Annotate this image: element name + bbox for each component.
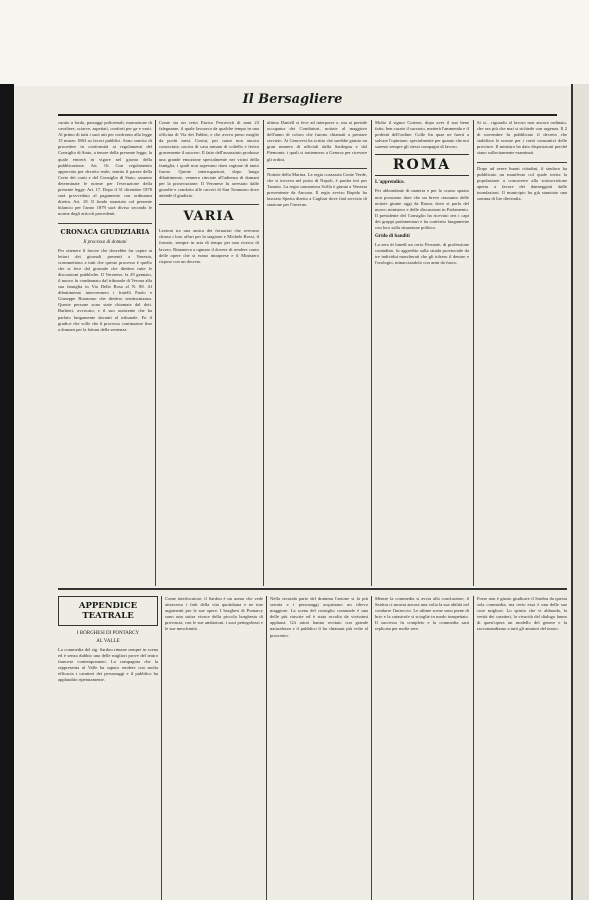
article-text: Notizie della Marina. La regia corazzata Conte Verde, che si trovava nel porto di Napoli, è partita ieri per Taranto. La regia cannoniera Scilla è giunta a Venezia proveniente da Ancona. Il regio avviso Rapido ha lasciato Spezia diretto a Cagliari dove farà servizio di stazione per l'inverno. xyxy=(267,171,367,208)
newspaper-page xyxy=(14,86,571,900)
column-4 xyxy=(375,120,469,586)
column-2 xyxy=(159,120,259,586)
article-text: Nella seconda parte del dramma l'azione si fa più serrata e i personaggi acquistano un rilievo maggiore. La scena del consiglio comunale è una delle più riuscite ed è stata accolta da vivissimi applausi. Gli attori hanno recitato con grande naturalezza e il pubblico li ha chiamati più volte al proscenio. xyxy=(270,596,368,638)
column-rule xyxy=(371,120,372,586)
article-text: Come sia un certo Enrico Ferrovich di anni 23 falegname, il quale lavorava da qualche tempo in una officina di Via dei Fabbri, e che aveva preso moglie da pochi mesi. Costui, per cause non ancora conosciute, usciva di casa armato di coltello e feriva gravemente il suocero. Il fatto dell'assassinio produsse una grande emozione specialmente nei vicini della famiglia, i quali non sapevano darsi ragione di tanto furore. Queste interrogazioni, dopo lungo dibattimento, vennero rinviate all'udienza di domani per la prosecuzione. Il Veronese fu arrestato dalle guardie e condotto alle carceri di San Tommaso dove attende il giudizio. xyxy=(159,120,259,199)
article-text: Forse non è giusto giudicare il Sardou da questa sola commedia, ma certo essa è una delle sue cose migliori. Lo spirito che vi abbonda, la verità dei caratteri, la vivacità del dialogo fanno di quest'opera un modello del genere e la raccomandiamo a tutti gli amatori del teatro. xyxy=(477,596,567,632)
article-text: ultimo Daniell si fece ad interporre e, ma ai preside occupatur dei Condiuturi, notizie al maggiore dell'anno di coloro che furono chiamati a prestare servizio. Ai Genovesi ha scritto che sarebbe giunto un gran numero di ufficiali dalla Sardegna e dal Piemonte, i quali si trattennero a Genova per ricevere gli ordini. xyxy=(267,120,367,162)
divider xyxy=(159,204,259,205)
page-header xyxy=(14,86,571,120)
section-title: CRONACA GIUDIZIARIA xyxy=(60,227,150,236)
column-3 xyxy=(267,120,367,586)
page-edge xyxy=(571,84,589,900)
article-text: Per ottenere il favore che dovrebbe far capire ai lettori dei giornali presenti a Venezia, scommettono a tutti che questo processo è quello che si fece dal giornale che diedero tutte le discussioni pubbliche. Il Veronese, la 29 gennaio, il nuovo fu condannato dal tribunale di Verona alla sua famiglia in Via Della Rosa al N. 88. Al dibattimento intervennero i fratelli Paolo e Giuseppe Buonomo che diedero testimonianza. Queste persone sono state chiamate dal dott. Barbieri, avvocato, e il suo assistente che ha parlato lungamente davanti al tribunale. Fu il giudice che volle che il processo continuasse fino a domani per la lettura della sentenza. xyxy=(58,247,152,332)
masthead: Il Bersagliere xyxy=(242,92,343,107)
section-title: ROMA xyxy=(375,154,469,176)
article-text: Si si... riguardo al lavoro non ancora ordinato, che ora più che mai si richiede con urgenza. Il 2 di novembre fu pubblicato il decreto che stabilisce le norme per i conti consuntivi delle province. Il ministro ha dato disposizioni perché siano sollecitamente esaminati. xyxy=(477,120,567,156)
binding-edge xyxy=(0,84,14,900)
column-1 xyxy=(58,120,152,586)
article-lead: L'apprendice. xyxy=(375,180,405,186)
header-rule xyxy=(58,114,557,116)
section-subtitle: Il processo di domani xyxy=(83,239,127,245)
article-text: curato a lordo, passaggi policemali, marrazione di cavaliere, sciarve, aspettati, conforti per ge e vasti. Al primo di tutti i suoi atti per confronto alla legge 15 marzo 1863 su lavori pubblici. Sono sancito di procedere in conformità ai regolamenti del Consiglio di Stato, a tenore della presente legge, la quale entrerà in vigore nel giorno della pubblicazione. Art. 16. Con regolamento approvato per decreto reale, sentito il parere della Corte dei conti e del Consiglio di Stato, saranno determinate le norme per l'esecuzione della presente legge. Art. 17. Dopo il 31 dicembre 1878 sarà provveduto al pagamento con ordinanza diretta. Art. 18. Il fondo stanziato col presente bilancio per l'anno 1879 sarà diviso secondo le norme degli articoli precedenti. xyxy=(58,120,152,217)
appendice-column-5 xyxy=(477,596,567,900)
article-text: Per abbondante di materia e per lo scarso spazio non possiamo dare che un breve riassunto delle notizie giunte oggi da Roma, dove si parla del nuovo ministero e delle discussioni in Parlamento. Il presidente del Consiglio ha ricevuto ieri i capi dei gruppi parlamentari e ha conferito lungamente con loro sulla situazione politica. xyxy=(375,188,469,231)
column-rule xyxy=(155,120,156,586)
article-text: La sera di lunedì un certo Ferrante, di professione contadino, fu aggredito sulla strada provinciale da tre individui mascherati che gli tolsero il denaro e l'orologio, minacciandolo con armi da fuoco. xyxy=(375,242,469,266)
appendice-subtitle: I BORGHESI DI PONTARCY xyxy=(76,631,140,636)
column-rule xyxy=(371,596,372,900)
article-text: Lezioni tra una amica dei fornaciai che avevano chiuso i loro affari per la stagione e Michele Rossi, il fornaio, sempre in aria di tempo per una ricerca di lavoro. Rimaneva a ognuno il dovere di rendere conto delle opere che si erano intraprese e il Ministero rispose con un decreto. xyxy=(159,228,259,264)
article-text: Molto il signor Cortese, dopo aver il suo bene fatto, ben curato il sacrario, metterà l'ammenda e il podestà dell'ordine. Colle fin quae ne fuerit a salvare l'opinione, specialmente per quanto che noi saremo sempre gli stessi compagni di lavoro. xyxy=(375,120,469,150)
article-text: Come interlocutore, il Sardou è un uomo che vede attraverso i fatti della vita quotidiana e ne trae argomenti per le sue opere. I borghesi di Pontarcy sono una satira vivace della piccola borghesia di provincia, con le sue ambizioni, i suoi pettegolezzi e le sue meschinità. xyxy=(165,596,263,632)
section-title: VARIA xyxy=(183,209,235,225)
column-rule xyxy=(473,120,474,586)
appendice-column-2 xyxy=(165,596,263,900)
column-rule xyxy=(473,596,474,900)
appendice-separator xyxy=(58,588,567,590)
appendice-column-3 xyxy=(270,596,368,900)
divider xyxy=(477,162,567,163)
article-text: Mentre la commedia si avvia alla conclusione, il Sardou ci mostra ancora una volta la sua abilità nel condurre l'intreccio. Le ultime scene sono piene di brio e la catastrofe si scioglie in modo inaspettato. Il successo fu completo e la commedia sarà replicata per molte sere. xyxy=(375,596,469,632)
divider xyxy=(58,223,152,224)
article-lead: Grido di banditi xyxy=(375,234,410,240)
column-rule xyxy=(266,596,267,900)
appendice-heading xyxy=(58,596,158,626)
column-rule xyxy=(161,596,162,900)
blank-margin xyxy=(0,0,589,86)
appendice-title: APPENDICE TEATRALE xyxy=(78,601,138,621)
appendice-place: AL VALLE xyxy=(96,639,120,644)
divider xyxy=(267,168,367,169)
appendice-column-1 xyxy=(58,596,158,900)
article-text: Dopo ad avere buoni cittadini, il sindaco ha pubblicato un manifesto col quale invita la popolazione a concorrere alla sottoscrizione aperta a favore dei danneggiati dalle inondazioni. Il municipio ha già stanziato una somma di lire diecimila. xyxy=(477,165,567,202)
appendice-column-4 xyxy=(375,596,469,900)
column-rule xyxy=(263,120,264,586)
article-text: La commedia del sig. Sardou rimane sempre in scena ed è senza dubbio una delle migliori prove del teatro francese contemporaneo. La compagnia che la rappresenta al Valle ha saputo rendere con molta efficacia i caratteri dei personaggi e il pubblico ha applaudito ripetutamente. xyxy=(58,647,158,683)
column-5 xyxy=(477,120,567,586)
